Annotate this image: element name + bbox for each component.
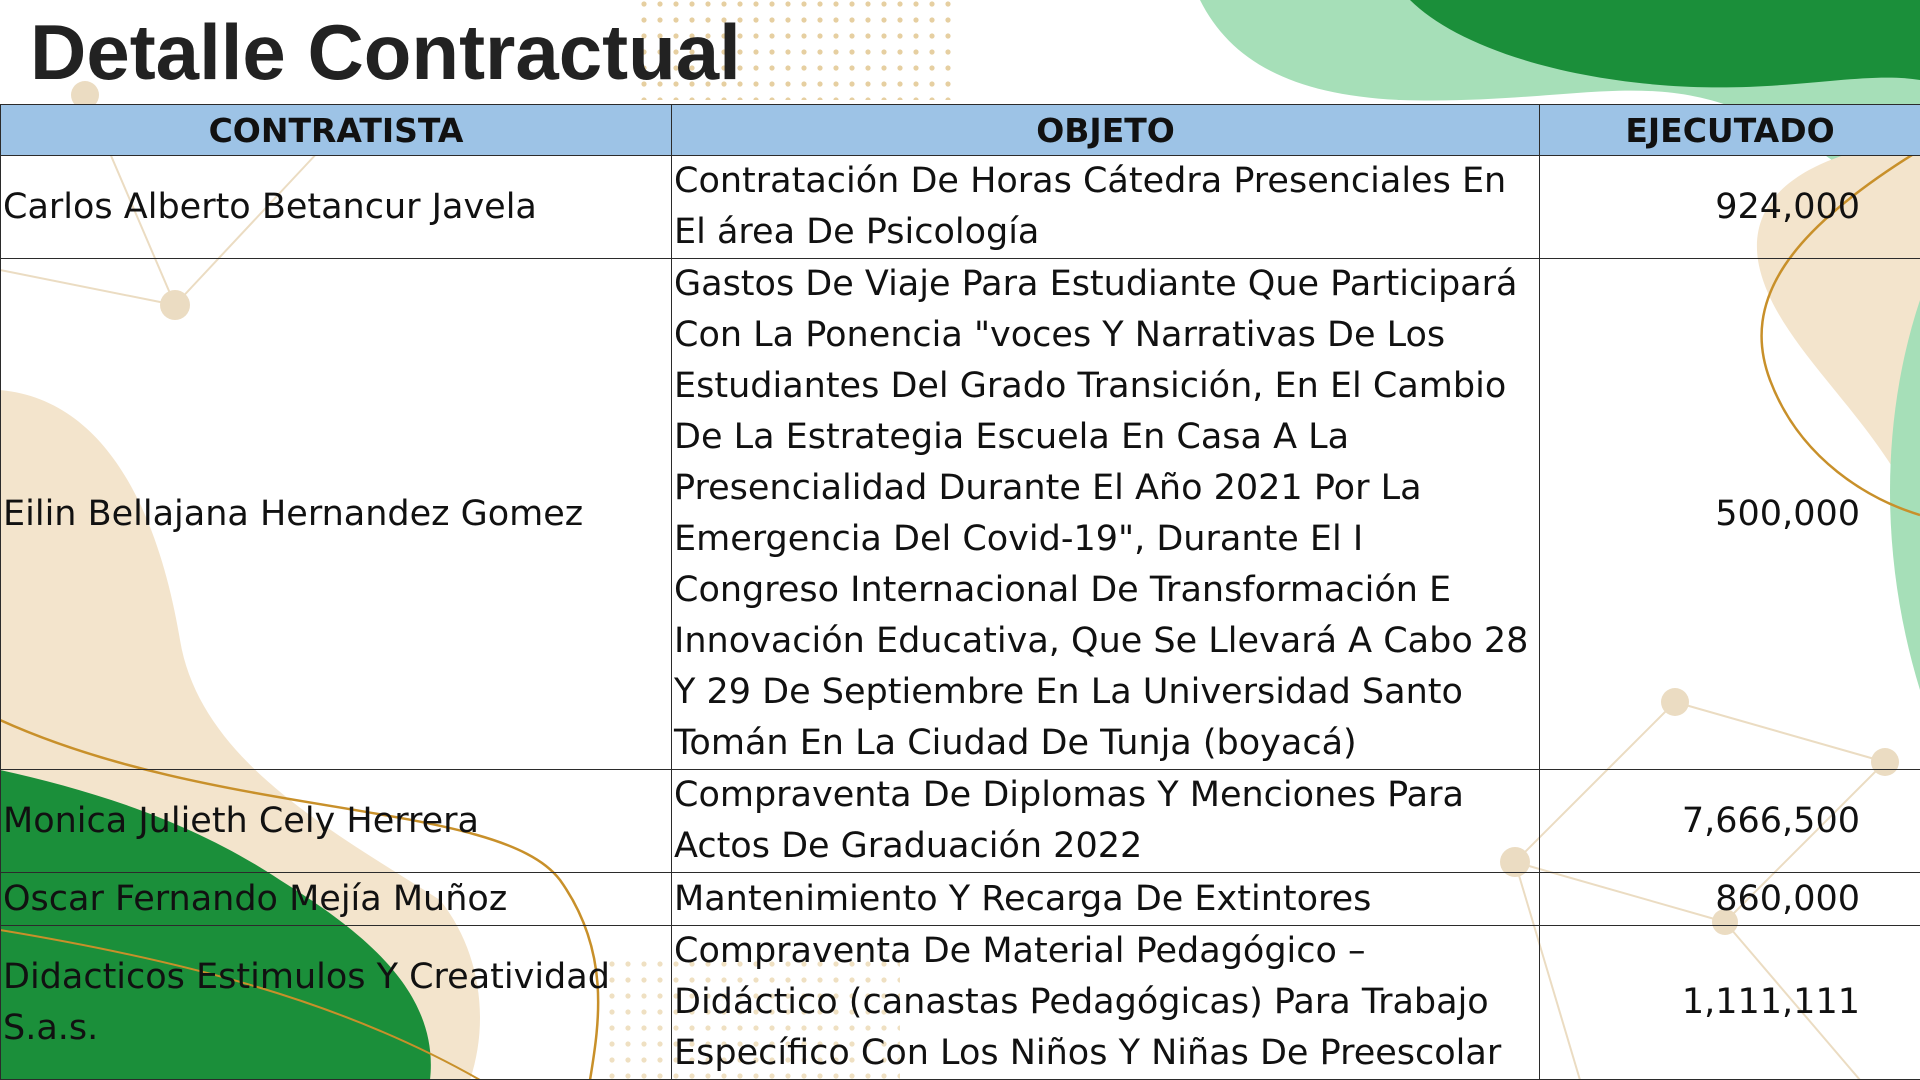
table-row (1, 926, 1920, 1080)
header-ejecutado: EJECUTADO (1540, 105, 1920, 156)
cell-ejecutado: 500,000 (1540, 259, 1920, 770)
cell-objeto: Gastos De Viaje Para Estudiante Que Participará Con La Ponencia "voces Y Narrativas De Los Estudiantes Del Grado Transición, En El Cambio De La Estrategia Escuela En Casa A La Presencialidad Durante El Año 2021 Por La Emergencia Del Covid-19", Durante El I Congreso Internacional De Transformación E Innovación Educativa, Que Se Llevará A Cabo 28 Y 29 De Septiembre En La Universidad Santo Tomán En La Ciudad De Tunja (boyacá) (672, 259, 1540, 770)
table-row (1, 156, 1920, 259)
table-row (1, 873, 1920, 926)
cell-ejecutado: 1,111,111 (1540, 926, 1920, 1080)
contract-detail-table (0, 104, 1920, 1080)
cell-objeto: Compraventa De Material Pedagógico – Didáctico (canastas Pedagógicas) Para Trabajo Específico Con Los Niños Y Niñas De Preescolar (672, 926, 1540, 1080)
cell-contratista: Carlos Alberto Betancur Javela (1, 156, 672, 259)
contract-table-container (0, 104, 1920, 1080)
cell-contratista: Didacticos Estimulos Y Creatividad S.a.s. (1, 926, 672, 1080)
table-row (1, 259, 1920, 770)
cell-ejecutado: 924,000 (1540, 156, 1920, 259)
cell-objeto: Contratación De Horas Cátedra Presenciales En El área De Psicología (672, 156, 1540, 259)
slide-title: Detalle Contractual (30, 8, 741, 96)
table-row (1, 770, 1920, 873)
cell-objeto: Mantenimiento Y Recarga De Extintores (672, 873, 1540, 926)
table-header-row (1, 105, 1920, 156)
cell-objeto: Compraventa De Diplomas Y Menciones Para Actos De Graduación 2022 (672, 770, 1540, 873)
cell-contratista: Oscar Fernando Mejía Muñoz (1, 873, 672, 926)
header-contratista: CONTRATISTA (1, 105, 672, 156)
cell-contratista: Eilin Bellajana Hernandez Gomez (1, 259, 672, 770)
header-objeto: OBJETO (672, 105, 1540, 156)
cell-contratista: Monica Julieth Cely Herrera (1, 770, 672, 873)
cell-ejecutado: 7,666,500 (1540, 770, 1920, 873)
cell-ejecutado: 860,000 (1540, 873, 1920, 926)
